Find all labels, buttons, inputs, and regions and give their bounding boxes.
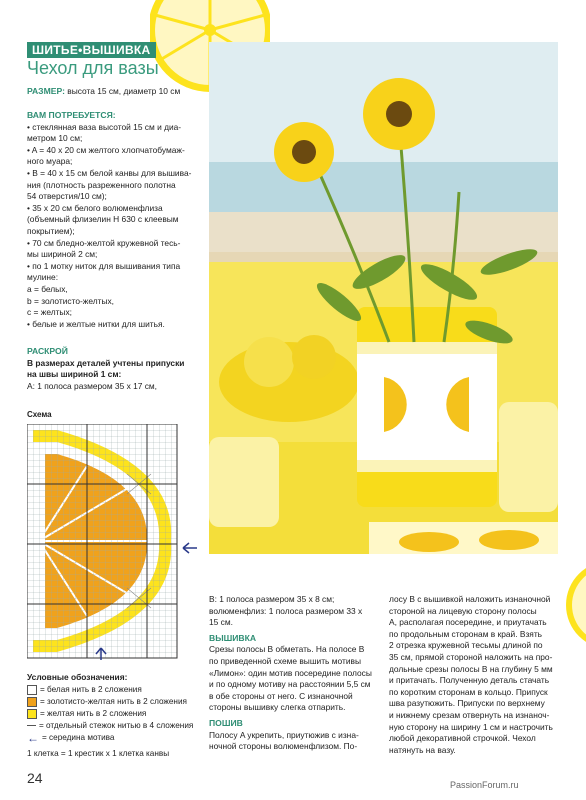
- text-line: (объемный флизелин Н 630 с клеевым: [27, 214, 179, 225]
- text-line: 2 отрезка кружевной тесьмы длиной по: [389, 640, 543, 651]
- text-line: любой декоративной строчкой. Чехол: [389, 733, 536, 744]
- legend-heading: Условные обозначения:: [27, 672, 128, 682]
- text-line: Полосу A укрепить, приутюжив с изна-: [209, 729, 359, 740]
- page-number: 24: [27, 770, 43, 786]
- embroidery-chart: [27, 424, 202, 660]
- text-line: • A = 40 х 20 см желтого хлопчатобумаж-: [27, 144, 185, 155]
- text-line: • стеклянная ваза высотой 15 см и диа-: [27, 121, 182, 132]
- text-line: лосу B с вышивкой наложить изнаночной: [389, 594, 551, 604]
- legend-item: = желтая нить в 2 сложения: [27, 708, 207, 720]
- text-line: ния (плотность разреженного полотна: [27, 179, 176, 190]
- text-line: стороны вышивку слегка отпарить.: [209, 702, 346, 713]
- size-label: РАЗМЕР:: [27, 86, 65, 96]
- text-line: a = белых,: [27, 283, 68, 294]
- text-line: • по 1 мотку ниток для вышивания типа: [27, 260, 181, 271]
- text-line: дольные срезы полосы B на глубину 5 мм: [389, 663, 553, 674]
- legend-note: 1 клетка = 1 крестик х 1 клетка канвы: [27, 749, 170, 759]
- text-line: покрытием);: [27, 225, 75, 236]
- sewing-text: [209, 730, 384, 753]
- photo-illustration: [209, 42, 558, 554]
- text-line: c = желтых;: [27, 307, 72, 318]
- size-line: [27, 86, 205, 98]
- text-line: 35 см, прямой стороной наложить на про-: [389, 651, 553, 662]
- cutting-heading: РАСКРОЙ: [27, 346, 68, 356]
- text-line: и по одному мотиву на расстоянии 5,5 см: [209, 679, 371, 690]
- legend-item: = белая нить в 2 сложения: [27, 684, 207, 696]
- materials-list: [27, 122, 205, 331]
- text-line: и нижнему срезам отвернуть на изнаноч-: [389, 709, 550, 720]
- legend: [27, 672, 207, 760]
- materials-heading: ВАМ ПОТРЕБУЕТСЯ:: [27, 110, 116, 120]
- right-column: [389, 594, 564, 756]
- gold-swatch-icon: [27, 697, 37, 707]
- cutting-block: [27, 346, 205, 392]
- sewing-heading: ПОШИВ: [209, 717, 243, 728]
- text-line: • 35 х 20 см белого волюменфлиза: [27, 202, 163, 213]
- text-line: мы шириной 2 см;: [27, 249, 98, 260]
- cutting-line: A: 1 полоса размером 35 х 17 см,: [27, 380, 157, 391]
- scheme-title: Схема: [27, 410, 52, 419]
- mid-line: волюменфлиз: 1 полоса размером 33 х: [209, 605, 363, 616]
- text-line: и притачать. Полученную деталь стачать: [389, 675, 550, 686]
- text-line: A, располагая посередине, и приутачать: [389, 617, 547, 628]
- text-line: «Лимон»: один мотив посередине полосы: [209, 667, 372, 678]
- text-line: по приведенной схеме вышить мотивы: [209, 655, 361, 666]
- text-line: в обе стороны от него. С изнаночной: [209, 690, 353, 701]
- center-arrow-icon: [183, 543, 197, 553]
- text-line: • 70 см бледно-желтой кружевной тесь-: [27, 237, 181, 248]
- text-line: 54 отверстия/10 см);: [27, 191, 107, 202]
- legend-item: ← = середина мотива: [27, 730, 115, 745]
- arrow-left-icon: ←: [27, 730, 39, 745]
- text-line: шва разутюжить. Припуски по верхнему: [389, 698, 545, 709]
- text-line: ного муара;: [27, 156, 73, 167]
- materials-block: [27, 110, 205, 330]
- watermark: PassionForum.ru: [450, 780, 519, 790]
- embroidery-text: [209, 644, 384, 714]
- mid-column: [209, 594, 384, 753]
- text-line: • B = 40 х 15 см белой канвы для вышива-: [27, 167, 192, 178]
- text-line: стороной на лицевую сторону полосы: [389, 605, 537, 616]
- text-line: мулине:: [27, 272, 59, 283]
- section-rubric: ШИТЬЕ•ВЫШИВКА: [27, 42, 156, 58]
- lemon-slice-decoration-right: [565, 560, 586, 650]
- mid-line: 15 см.: [209, 617, 233, 628]
- cutting-line: на швы шириной 1 см:: [27, 369, 122, 380]
- text-line: Срезы полосы B обметать. На полосе B: [209, 644, 365, 655]
- vase-photo: [209, 42, 558, 554]
- legend-item: = золотисто-желтая нить в 2 сложения: [27, 696, 207, 708]
- text-line: ночной стороны волюменфлизом. По-: [209, 741, 358, 752]
- stitch-line-icon: [27, 725, 36, 726]
- text-line: по продольным сторонам в край. Взять: [389, 628, 543, 639]
- embroidery-heading: ВЫШИВКА: [209, 632, 257, 643]
- text-line: • белые и желтые нитки для шитья.: [27, 318, 165, 329]
- size-value: высота 15 см, диаметр 10 см: [67, 86, 181, 96]
- text-line: b = золотисто-желтых,: [27, 295, 115, 306]
- yellow-swatch-icon: [27, 709, 37, 719]
- white-swatch-icon: [27, 685, 37, 695]
- mid-line: B: 1 полоса размером 35 х 8 см;: [209, 594, 335, 604]
- text-line: натянуть на вазу.: [389, 744, 456, 755]
- text-line: метром 10 см;: [27, 133, 83, 144]
- legend-item: = отдельный стежок нитью в 4 сложения: [27, 720, 207, 732]
- page-title: Чехол для вазы: [27, 58, 159, 78]
- cutting-line: В размерах деталей учтены припуски: [27, 357, 185, 368]
- text-line: ную сторону на ширину 1 см и настрочить: [389, 721, 553, 732]
- text-line: по коротким сторонам в кольцо. Припуск: [389, 686, 548, 697]
